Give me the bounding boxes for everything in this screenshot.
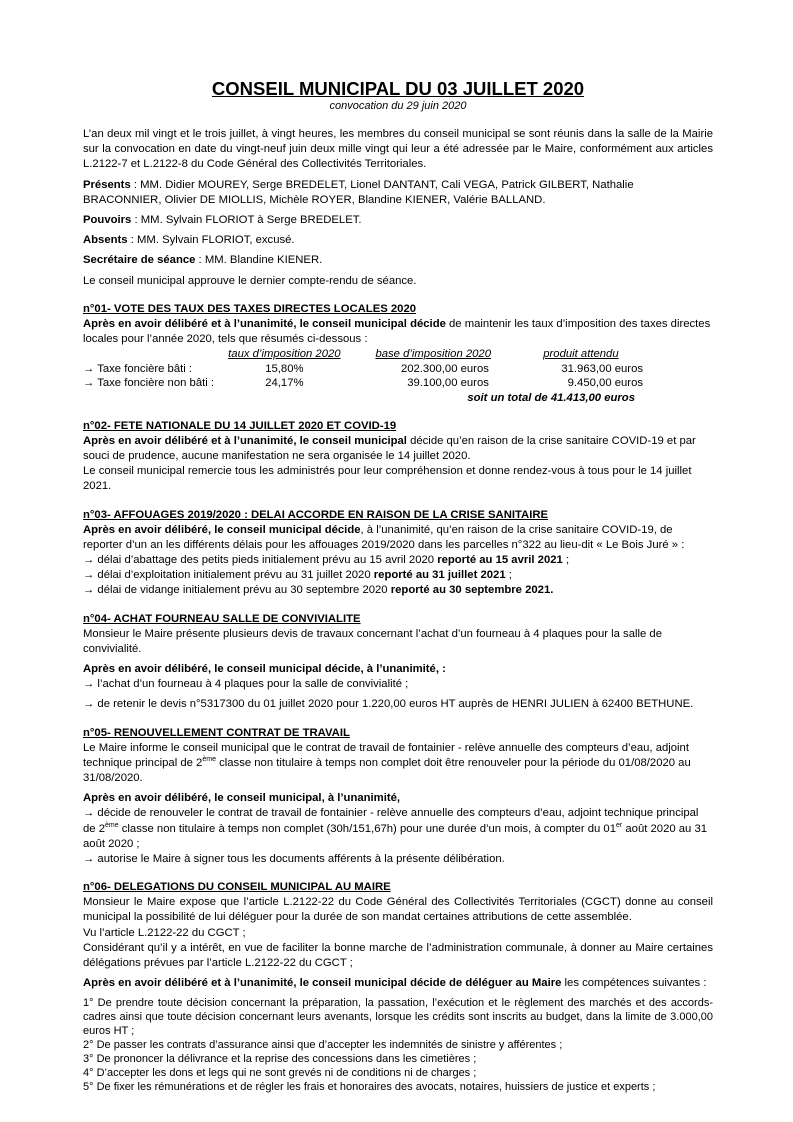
- col-base-header: base d’imposition 2020: [375, 348, 491, 361]
- section-3-lead-bold: Après en avoir délibéré, le conseil municipal décide: [83, 523, 361, 536]
- absents-line: [83, 233, 713, 248]
- section-6-intro: Monsieur le Maire expose que l’article L.2122-22 du Code Général des Collectivités Territoriales (CGCT) donne au conseil municipal la possibilité de lui déléguer pour la durée de son mandat certaines attributions de cette assemblée.: [83, 896, 713, 924]
- tax-rate: 15,80%: [265, 362, 304, 375]
- list-item: → l’achat d’un fourneau à 4 plaques pour la salle de convivialité ;: [83, 678, 409, 691]
- intro-part: classe non titulaire à temps non complet doit être renouveler pour la période du 01/08/2020 au 31/08/2020.: [83, 756, 691, 784]
- tax-table-header: [83, 347, 643, 362]
- decision-bold: Après en avoir délibéré et à l’unanimité, le conseil municipal décide de déléguer au Maire: [83, 977, 562, 990]
- superscript: ème: [202, 756, 216, 764]
- section-6-decision: [83, 976, 713, 991]
- absents-label: Absents: [83, 234, 128, 247]
- item-part: classe non titulaire à temps non complet (30h/151,67h) pour une durée d’un mois, à compter du 01: [118, 822, 616, 835]
- section-2-lead-bold: Après en avoir délibéré et à l’unanimité, le conseil municipal: [83, 434, 407, 447]
- tax-label: → Taxe foncière non bâti :: [83, 377, 215, 390]
- tax-label: → Taxe foncière bâti :: [83, 362, 193, 375]
- section-6-vu: Vu l’article L.2122-22 du CGCT ;: [83, 926, 246, 939]
- section-3-heading: n°03- AFFOUAGES 2019/2020 : DELAI ACCORDE EN RAISON DE LA CRISE SANITAIRE: [83, 508, 549, 521]
- presents-line: [83, 178, 713, 208]
- list-item: 5° De fixer les rémunérations et de régler les frais et honoraires des avocats, notaires, huissiers de justice et experts ;: [83, 1081, 656, 1094]
- tax-base: 202.300,00 euros: [400, 362, 489, 375]
- superscript: er: [616, 821, 623, 829]
- approval-line: Le conseil municipal approuve le dernier compte-rendu de séance.: [83, 274, 417, 287]
- col-taux-header: taux d’imposition 2020: [228, 348, 341, 361]
- list-item: [83, 806, 713, 852]
- list-item: [83, 568, 713, 583]
- item-bold: reporté au 30 septembre 2021: [390, 584, 551, 597]
- item-text: → délai d’abattage des petits pieds initialement prévu au 15 avril 2020: [83, 553, 438, 566]
- section-1-heading: n°01- VOTE DES TAUX DES TAXES DIRECTES LOCALES 2020: [83, 302, 417, 315]
- item-bold: reporté au 31 juillet 2021: [373, 569, 506, 582]
- table-row: [83, 362, 643, 377]
- tax-total: soit un total de 41.413,00 euros: [467, 391, 635, 404]
- list-item: 1° De prendre toute décision concernant la préparation, la passation, l’exécution et le règlement des marchés et des accords-cadres ainsi que toute décision concernant leurs avenants, lorsque les crédits sont inscrits au budget, dans la limite de 3.000,00 euros HT ;: [83, 997, 713, 1038]
- section-3-lead: [83, 523, 713, 553]
- section-2-lead: [83, 434, 713, 464]
- item-tail: .: [550, 584, 554, 597]
- section-4-decision: Après en avoir délibéré, le conseil municipal décide, à l’unanimité, :: [83, 662, 446, 675]
- page-title: CONSEIL MUNICIPAL DU 03 JUILLET 2020: [211, 78, 585, 99]
- tax-table: [83, 347, 643, 391]
- item-tail: ;: [505, 569, 512, 582]
- section-5-intro: [83, 741, 713, 787]
- table-row: [83, 376, 643, 391]
- tax-product: 31.963,00 euros: [561, 362, 643, 375]
- pouvoirs-label: Pouvoirs: [83, 214, 132, 227]
- section-6-considerant: Considérant qu’il y a intérêt, en vue de faciliter la bonne marche de l’administration communale, à donner au Maire certaines délégations prévues par l’article L.2122-22 du CGCT ;: [83, 941, 713, 970]
- item-bold: reporté au 15 avril 2021: [437, 553, 563, 566]
- item-part: août 2020 au 31 août 2020 ;: [83, 822, 708, 850]
- section-5-decision: Après en avoir délibéré, le conseil municipal, à l’unanimité,: [83, 792, 401, 805]
- secretaire-label: Secrétaire de séance: [83, 254, 196, 267]
- section-3-lead-text: , à l’unanimité, qu’en raison de la crise sanitaire COVID-19, de reporter d’un an les différents délais pour les affouages 2019/2020 dans les parcelles n°322 au lieu-dit « Le Bois Juré » :: [83, 523, 685, 551]
- list-item: 2° De passer les contrats d’assurance ainsi que d’accepter les indemnités de sinistre y afférentes ;: [83, 1039, 563, 1052]
- section-1-lead-bold: Après en avoir délibéré et à l’unanimité, le conseil municipal décide: [83, 317, 446, 330]
- superscript: ème: [105, 821, 119, 829]
- item-tail: ;: [562, 553, 570, 566]
- item-part: → décide de renouveler le contrat de travail de fontainier - relève annuelle des compteurs d’eau, adjoint technique principal de 2: [83, 807, 699, 835]
- secretaire-text: : MM. Blandine KIENER.: [195, 254, 323, 267]
- pouvoirs-text: : MM. Sylvain FLORIOT à Serge BREDELET.: [131, 214, 362, 227]
- list-item: 4° D’accepter les dons et legs qui ne sont grevés ni de conditions ni de charges ;: [83, 1067, 477, 1080]
- tax-rate: 24,17%: [265, 377, 304, 390]
- section-5-heading: n°05- RENOUVELLEMENT CONTRAT DE TRAVAIL: [83, 726, 350, 739]
- item-text: → délai de vidange initialement prévu au 30 septembre 2020: [83, 584, 391, 597]
- col-prod-header: produit attendu: [543, 348, 619, 361]
- decision-text: les compétences suivantes :: [561, 977, 707, 990]
- secretaire-line: [83, 253, 713, 268]
- section-2-thanks: Le conseil municipal remercie tous les administrés pour leur compréhension et donne rendez-vous à tous pour le 14 juillet 2021.: [83, 465, 692, 493]
- intro-part: Le Maire informe le conseil municipal que le contrat de travail de fontainier - relève annuelle des compteurs d’eau, adjoint technique principal de 2: [83, 741, 689, 769]
- section-4-heading: n°04- ACHAT FOURNEAU SALLE DE CONVIVIALITE: [83, 612, 361, 625]
- list-item: 3° De prononcer la délivrance et la reprise des concessions dans les cimetières ;: [83, 1053, 477, 1066]
- section-6-heading: n°06- DELEGATIONS DU CONSEIL MUNICIPAL AU MAIRE: [83, 881, 391, 894]
- tax-base: 39.100,00 euros: [407, 377, 489, 390]
- list-item: → de retenir le devis n°5317300 du 01 juillet 2020 pour 1.220,00 euros HT auprès de HENRI JULIEN à 62400 BETHUNE.: [83, 698, 694, 711]
- list-item: [83, 583, 713, 598]
- presents-text: : MM. Didier MOUREY, Serge BREDELET, Lionel DANTANT, Cali VEGA, Patrick GILBERT, Nathalie BRACONNIER, Olivier DE MIOLLIS, Michèle ROYER, Blandine KIENER, Valérie BALLAND.: [83, 178, 634, 206]
- intro-paragraph: L’an deux mil vingt et le trois juillet, à vingt heures, les membres du conseil municipal se sont réunis dans la salle de la Mairie sur la convocation en date du vingt-neuf juin deux mille vingt qui leur a été adressée par le Maire, conformément aux articles L.2122-7 et L.2122-8 du Code Général des Collectivités Territoriales.: [83, 128, 713, 171]
- section-4-intro: Monsieur le Maire présente plusieurs devis de travaux concernant l’achat d’un fourneau à 4 plaques pour la salle de convivialité.: [83, 627, 662, 655]
- delegation-list: [83, 996, 713, 1094]
- absents-text: : MM. Sylvain FLORIOT, excusé.: [127, 234, 295, 247]
- list-item: [83, 553, 713, 568]
- tax-product: 9.450,00 euros: [567, 377, 643, 390]
- page-subtitle: convocation du 29 juin 2020: [329, 100, 467, 112]
- item-text: → délai d’exploitation initialement prévu au 31 juillet 2020: [83, 569, 374, 582]
- section-1-lead-text: de maintenir les taux d’imposition des taxes directes locales pour l’année 2020, tels que résumés ci-dessous :: [83, 317, 711, 346]
- section-2-lead-text: décide qu’en raison de la crise sanitaire COVID-19 et par souci de prudence, aucune manifestation ne sera organisée le 14 juillet 2020.: [83, 434, 696, 462]
- section-2-heading: n°02- FETE NATIONALE DU 14 JUILLET 2020 ET COVID-19: [83, 419, 397, 432]
- pouvoirs-line: [83, 213, 713, 228]
- list-item: → autorise le Maire à signer tous les documents afférents à la présente délibération.: [83, 853, 505, 865]
- section-1-lead: [83, 317, 713, 347]
- presents-label: Présents: [83, 178, 131, 191]
